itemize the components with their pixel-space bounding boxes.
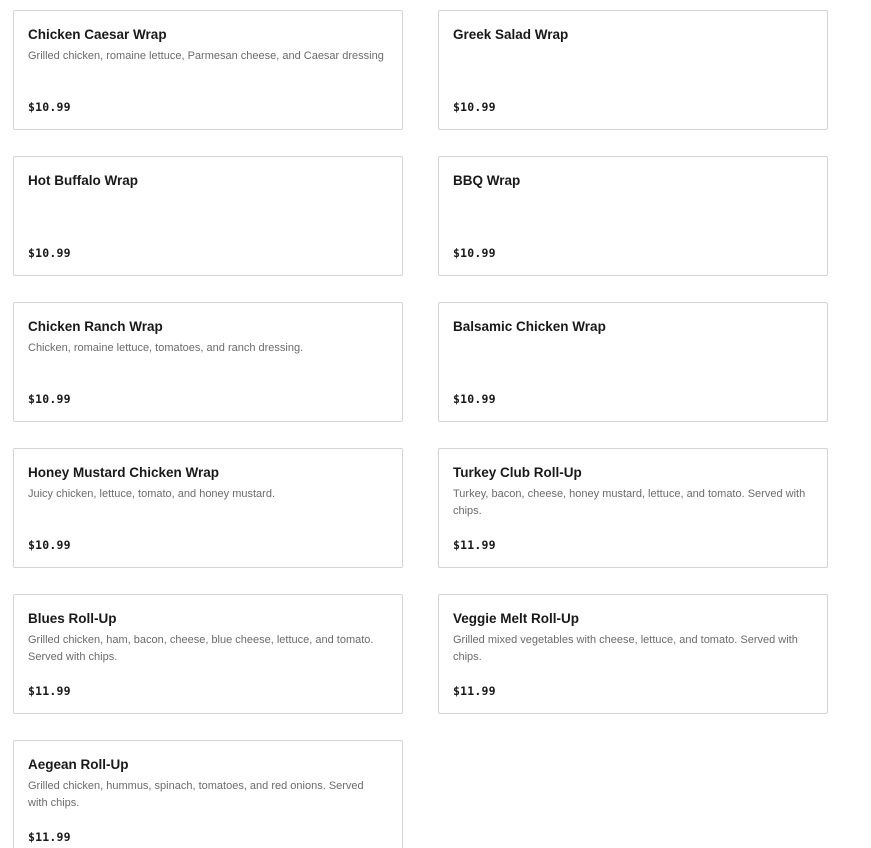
menu-item-price: $10.99	[28, 246, 71, 260]
menu-item-description: Chicken, romaine lettuce, tomatoes, and ranch dressing.	[28, 342, 304, 354]
menu-item-description: Grilled chicken, romaine lettuce, Parmesan cheese, and Caesar dressing	[28, 50, 384, 62]
menu-item-description: Grilled chicken, ham, bacon, cheese, blue cheese, lettuce, and tomato. Served with chips.	[28, 634, 374, 663]
menu-item-name: Balsamic Chicken Wrap	[453, 319, 606, 334]
menu-item-name: BBQ Wrap	[453, 173, 521, 188]
menu-item-card-turkey-club-roll-up[interactable]	[438, 448, 828, 568]
menu-item-card-balsamic-chicken-wrap[interactable]	[438, 302, 828, 422]
menu-item-card-aegean-roll-up[interactable]	[13, 740, 403, 848]
menu-item-price: $10.99	[28, 100, 71, 114]
menu-item-card-honey-mustard-chicken-wrap[interactable]	[13, 448, 403, 568]
menu-item-price: $11.99	[453, 538, 496, 552]
menu-item-description: Grilled chicken, hummus, spinach, tomatoes, and red onions. Served with chips.	[28, 780, 364, 809]
menu-item-card-chicken-caesar-wrap[interactable]	[13, 10, 403, 130]
menu-item-price: $11.99	[453, 684, 496, 698]
menu-item-name: Greek Salad Wrap	[453, 27, 569, 42]
menu-item-price: $10.99	[453, 392, 496, 406]
menu-item-price: $10.99	[453, 246, 496, 260]
menu-item-price: $10.99	[28, 392, 71, 406]
menu-item-name: Hot Buffalo Wrap	[28, 173, 138, 188]
menu-item-price: $11.99	[28, 684, 71, 698]
menu-item-price: $10.99	[453, 100, 496, 114]
menu-item-name: Honey Mustard Chicken Wrap	[28, 465, 220, 480]
menu-item-name: Turkey Club Roll-Up	[453, 465, 582, 480]
menu-item-price: $10.99	[28, 538, 71, 552]
menu-item-description: Juicy chicken, lettuce, tomato, and honey mustard.	[28, 488, 276, 500]
menu-item-name: Chicken Caesar Wrap	[28, 27, 167, 42]
menu-item-name: Blues Roll-Up	[28, 611, 117, 626]
menu-item-card-veggie-melt-roll-up[interactable]	[438, 594, 828, 714]
menu-item-card-bbq-wrap[interactable]	[438, 156, 828, 276]
menu-item-name: Veggie Melt Roll-Up	[453, 611, 580, 626]
menu-item-description: Turkey, bacon, cheese, honey mustard, lettuce, and tomato. Served with chips.	[453, 488, 806, 517]
menu-item-name: Aegean Roll-Up	[28, 757, 129, 772]
menu-item-grid	[13, 10, 828, 848]
menu-item-card-chicken-ranch-wrap[interactable]	[13, 302, 403, 422]
menu-item-card-hot-buffalo-wrap[interactable]	[13, 156, 403, 276]
menu-item-price: $11.99	[28, 830, 71, 844]
menu-item-card-greek-salad-wrap[interactable]	[438, 10, 828, 130]
menu-item-card-blues-roll-up[interactable]	[13, 594, 403, 714]
menu-item-name: Chicken Ranch Wrap	[28, 319, 163, 334]
menu-item-description: Grilled mixed vegetables with cheese, lettuce, and tomato. Served with chips.	[453, 634, 798, 663]
